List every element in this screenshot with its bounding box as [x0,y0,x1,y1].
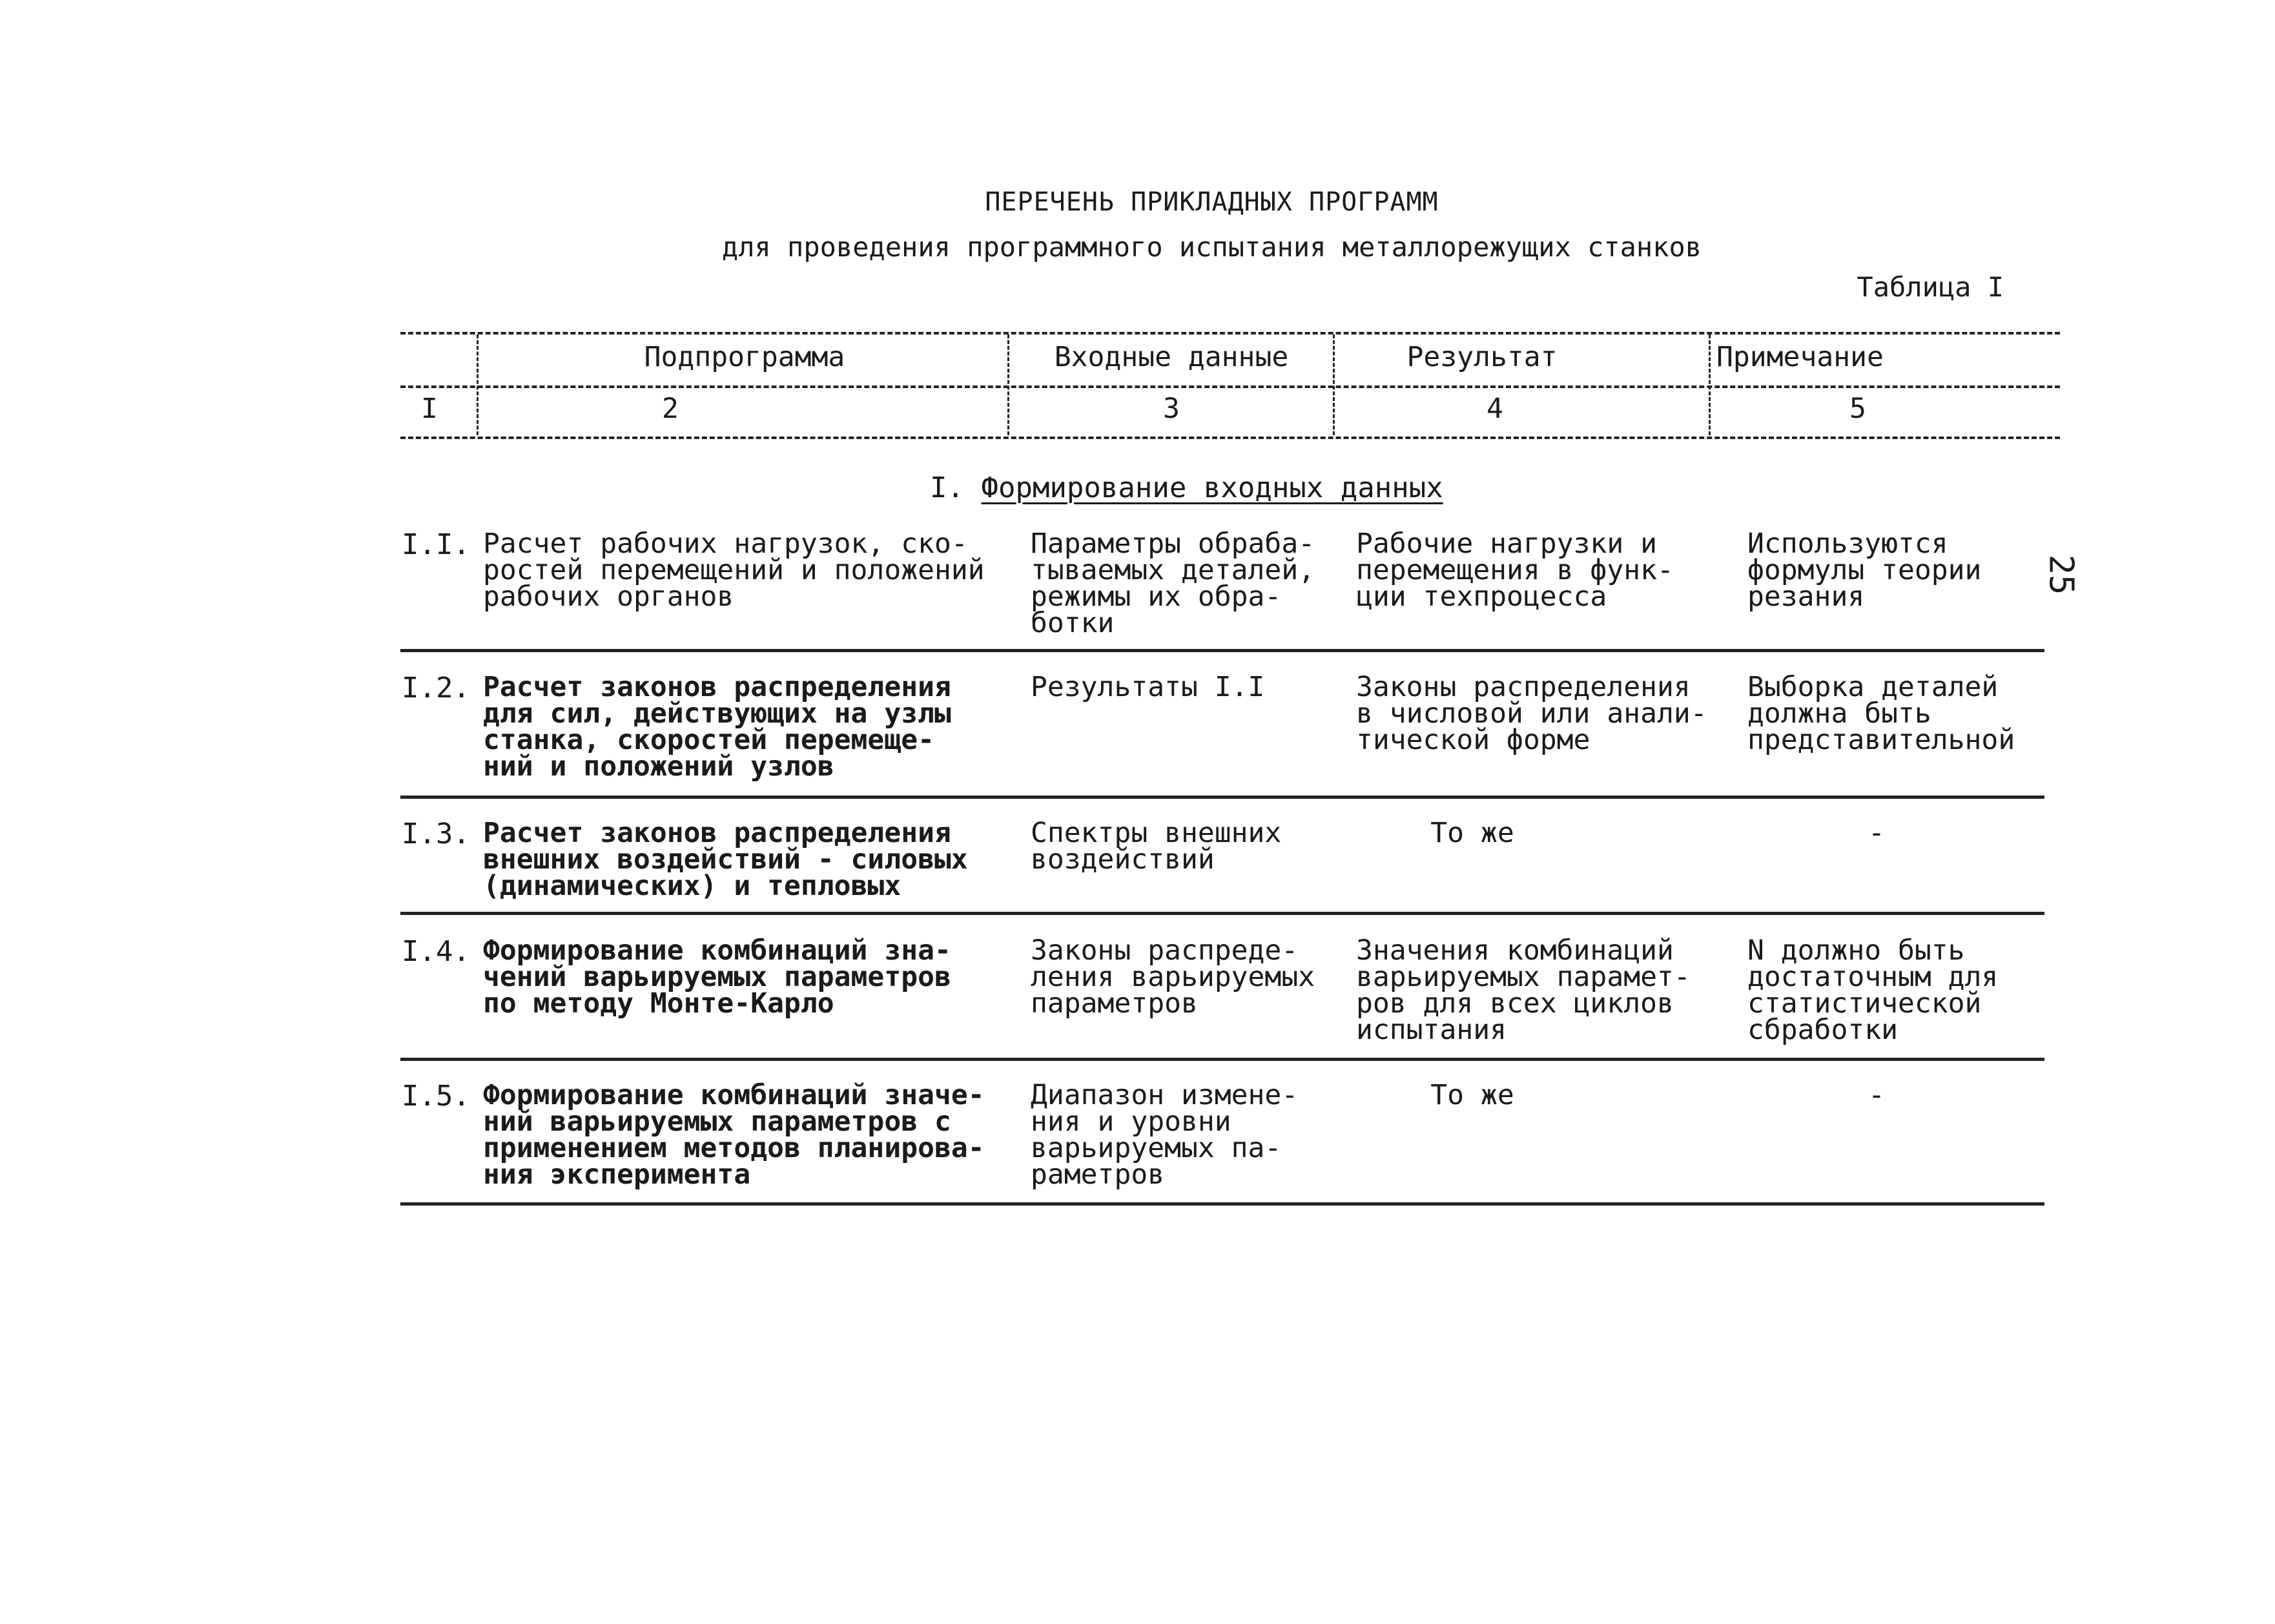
document-subtitle: для проведения программного испытания металлорежущих станков [721,231,1702,263]
table-label: Таблица I [1857,271,2004,303]
row-subprogram: Расчет законов распределения для сил, действующих на узлы станка, скоростей перемеще- ний и положений узлов [483,671,951,783]
header-subprogram: Подпрограмма [644,341,845,373]
header-result: Результат [1406,341,1558,373]
header-input: Входные данные [1054,341,1289,373]
row-number: I.3. [402,817,470,850]
page-number: 25 [2041,554,2081,595]
row-input: Спектры внешних воздействий [1031,817,1282,876]
row-number: I.I. [402,528,470,561]
header-number-4: 4 [1487,393,1503,425]
row-number: I.5. [402,1080,470,1113]
header-number-1: I [421,393,438,425]
row-input: Параметры обраба- тываемых деталей, режимы их обра- ботки [1031,528,1315,639]
row-result: Рабочие нагрузки и перемещения в функ- ции техпроцесса [1356,528,1674,613]
column-separator [1333,334,1335,435]
row-subprogram: Расчет законов распределения внешних воздействий - силовых (динамических) и тепловых [483,817,968,902]
row-divider [400,796,2044,799]
row-note: N должно быть достаточным для статистической сбработки [1747,934,1999,1046]
row-divider [400,1058,2044,1061]
row-result: То же [1430,1079,1514,1111]
row-input: Диапазон измене- ния и уровни варьируемых па- раметров [1031,1079,1299,1191]
row-number: I.2. [402,672,470,704]
table-bottom-rule [400,1202,2044,1206]
row-subprogram: Расчет рабочих нагрузок, ско- ростей перемещений и положений рабочих органов [483,528,985,613]
row-input: Результаты I.I [1031,671,1265,703]
row-note: - [1868,1079,1885,1111]
header-top-rule [400,332,2060,334]
column-separator [477,334,479,435]
row-divider [400,649,2044,652]
row-subprogram: Формирование комбинаций зна- чений варьируемых параметров по методу Монте-Карло [483,934,951,1020]
row-number: I.4. [402,935,470,968]
section-number: I. [930,471,964,504]
column-separator [1709,334,1711,435]
row-note: Выборка деталей должна быть представительной [1747,671,2015,756]
header-bottom-rule [400,437,2060,439]
header-number-5: 5 [1849,393,1866,425]
row-result: То же [1430,817,1514,849]
row-input: Законы распреде- ления варьируемых параметров [1031,934,1315,1020]
row-subprogram: Формирование комбинаций значе- ний варьируемых параметров с применением методов планирова- ния эксперимента [483,1079,985,1191]
row-divider [400,912,2044,915]
section-title: Формирование входных данных [981,471,1443,504]
header-number-3: 3 [1163,393,1180,425]
header-middle-rule [400,385,2060,388]
header-note: Примечание [1716,341,1884,373]
row-result: Законы распределения в числовой или анали- тической форме [1356,671,1707,756]
row-result: Значения комбинаций варьируемых парамет- ров для всех циклов испытания [1356,934,1691,1046]
document-title: ПЕРЕЧЕНЬ ПРИКЛАДНЫХ ПРОГРАММ [985,187,1439,217]
row-note: Используются формулы теории резания [1747,528,1982,613]
header-number-2: 2 [662,393,679,425]
column-separator [1007,334,1009,435]
section-heading [930,471,1443,504]
row-note: - [1868,817,1885,849]
